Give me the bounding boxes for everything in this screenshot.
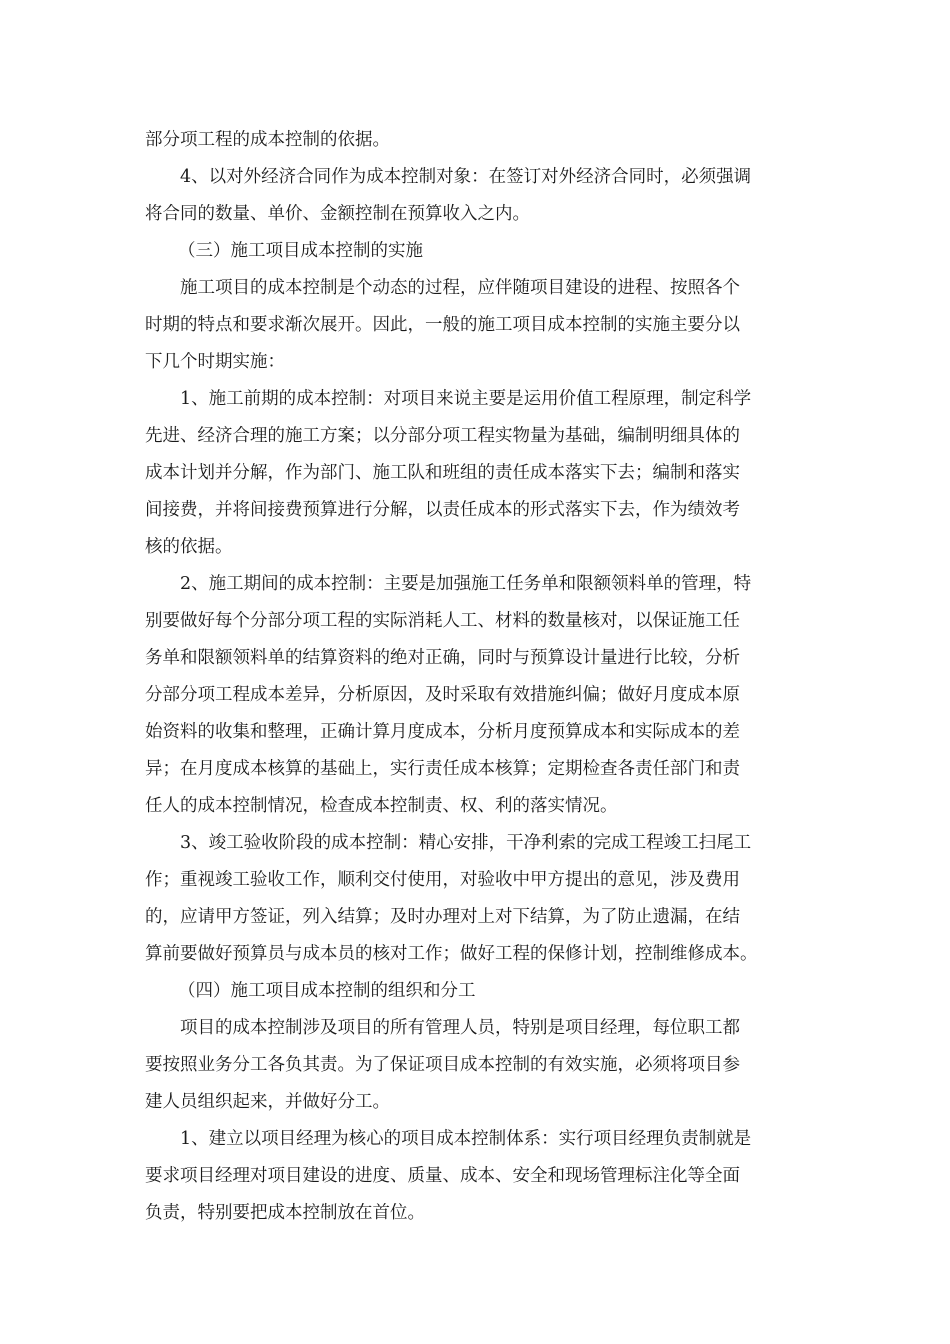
text-line: 负责，特别要把成本控制放在首位。 — [145, 1203, 425, 1223]
text-line: 施工项目的成本控制是个动态的过程，应伴随项目建设的进程、按照各个 — [145, 278, 740, 298]
text-line: 别要做好每个分部分项工程的实际消耗人工、材料的数量核对，以保证施工任 — [145, 611, 740, 631]
section-heading — [145, 973, 807, 1010]
text-line: 作；重视竣工验收工作，顺利交付使用，对验收中甲方提出的意见，涉及费用 — [145, 870, 740, 890]
paragraph — [145, 1010, 807, 1121]
section-heading — [145, 233, 807, 270]
paragraph — [145, 381, 807, 566]
text-line: 部分项工程的成本控制的依据。 — [145, 130, 390, 150]
text-line: 异；在月度成本核算的基础上，实行责任成本核算；定期检查各责任部门和责 — [145, 759, 740, 779]
text-line: 先进、经济合理的施工方案；以分部分项工程实物量为基础，编制明细具体的 — [145, 426, 740, 446]
text-line: 的，应请甲方签证，列入结算；及时办理对上对下结算，为了防止遗漏，在结 — [145, 907, 740, 927]
text-line: 算前要做好预算员与成本员的核对工作；做好工程的保修计划，控制维修成本。 — [145, 944, 758, 964]
text-line: 3、竣工验收阶段的成本控制：精心安排，干净利索的完成工程竣工扫尾工 — [145, 833, 752, 853]
text-line: （三）施工项目成本控制的实施 — [178, 241, 423, 261]
paragraph — [145, 825, 807, 973]
text-line: 将合同的数量、单价、金额控制在预算收入之内。 — [145, 204, 530, 224]
text-line: 下几个时期实施： — [145, 352, 285, 372]
text-line: 任人的成本控制情况，检查成本控制责、权、利的落实情况。 — [145, 796, 618, 816]
text-line: 1、建立以项目经理为核心的项目成本控制体系：实行项目经理负责制就是 — [145, 1129, 752, 1149]
text-line: （四）施工项目成本控制的组织和分工 — [178, 981, 476, 1001]
paragraph — [145, 1121, 807, 1232]
text-line: 间接费，并将间接费预算进行分解，以责任成本的形式落实下去，作为绩效考 — [145, 500, 740, 520]
text-line: 项目的成本控制涉及项目的所有管理人员，特别是项目经理，每位职工都 — [145, 1018, 740, 1038]
text-line: 2、施工期间的成本控制：主要是加强施工任务单和限额领料单的管理，特 — [145, 574, 752, 594]
text-line: 成本计划并分解，作为部门、施工队和班组的责任成本落实下去；编制和落实 — [145, 463, 740, 483]
paragraph — [145, 159, 807, 233]
text-line: 时期的特点和要求渐次展开。因此，一般的施工项目成本控制的实施主要分以 — [145, 315, 740, 335]
text-line: 始资料的收集和整理，正确计算月度成本，分析月度预算成本和实际成本的差 — [145, 722, 740, 742]
text-line: 4、以对外经济合同作为成本控制对象：在签订对外经济合同时，必须强调 — [145, 167, 752, 187]
text-line: 核的依据。 — [145, 537, 233, 557]
text-line: 1、施工前期的成本控制：对项目来说主要是运用价值工程原理，制定科学 — [145, 389, 752, 409]
text-line: 分部分项工程成本差异，分析原因，及时采取有效措施纠偏；做好月度成本原 — [145, 685, 740, 705]
text-line: 务单和限额领料单的结算资料的绝对正确，同时与预算设计量进行比较，分析 — [145, 648, 740, 668]
document-page — [145, 122, 807, 1232]
paragraph — [145, 122, 807, 159]
text-line: 要求项目经理对项目建设的进度、质量、成本、安全和现场管理标注化等全面 — [145, 1166, 740, 1186]
paragraph — [145, 270, 807, 381]
text-line: 建人员组织起来，并做好分工。 — [145, 1092, 390, 1112]
paragraph — [145, 566, 807, 825]
text-line: 要按照业务分工各负其责。为了保证项目成本控制的有效实施，必须将项目参 — [145, 1055, 740, 1075]
